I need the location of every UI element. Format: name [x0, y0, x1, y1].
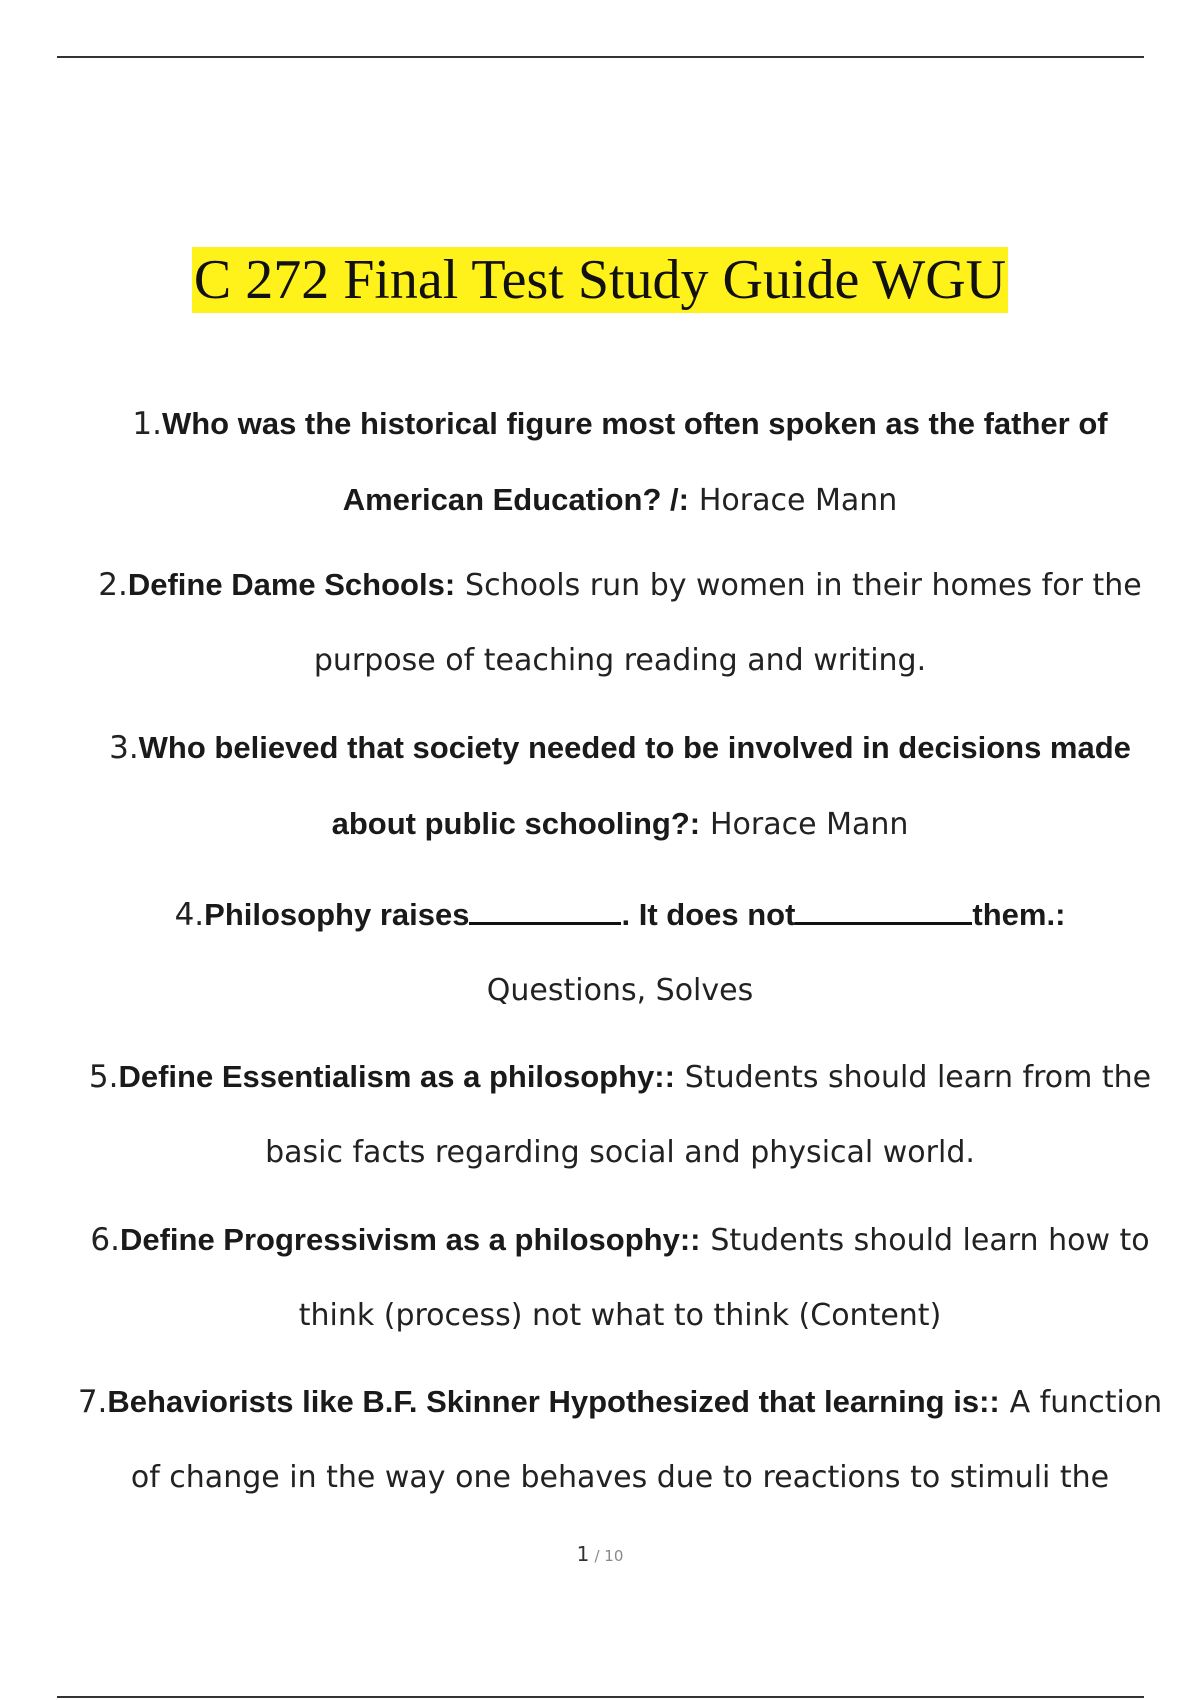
item-number: 5.: [88, 1059, 119, 1095]
qa-item-5-line-1: [40, 1039, 1200, 1115]
answer-text: Horace Mann: [709, 807, 909, 842]
qa-item-6-line-2: [40, 1278, 1200, 1353]
item-number: 6.: [90, 1222, 120, 1258]
top-rule: [57, 56, 1144, 58]
question-text: Define Progressivism as a philosophy::: [119, 1222, 701, 1257]
qa-item-2-line-1: [40, 547, 1200, 623]
question-text: Who was the historical figure most often spoken as the father of: [161, 406, 1108, 441]
qa-item-2-line-2: [40, 623, 1200, 698]
fill-in-blank: [795, 894, 972, 925]
qa-item-7: [40, 1364, 1200, 1515]
qa-item-1-line-1: [40, 386, 1200, 462]
item-number: 3.: [109, 730, 139, 766]
page-total: / 10: [594, 1547, 624, 1565]
answer-text: purpose of teaching reading and writing.: [313, 643, 927, 678]
answer-text: think (process) not what to think (Content): [298, 1298, 942, 1333]
answer-text: basic facts regarding social and physical world.: [265, 1135, 975, 1170]
answer-text: Questions, Solves: [486, 973, 754, 1008]
qa-item-3: [40, 710, 1200, 862]
item-number: 2.: [98, 567, 128, 603]
question-text: American Education? /:: [342, 482, 689, 517]
qa-item-1-line-2: [40, 462, 1200, 538]
qa-item-5: [40, 1039, 1200, 1190]
qa-item-1: [40, 386, 1200, 538]
qa-item-6: [40, 1202, 1200, 1353]
page-current: 1: [576, 1542, 590, 1566]
qa-item-2: [40, 547, 1200, 698]
title-container: [0, 247, 1200, 313]
bottom-rule: [57, 1696, 1144, 1698]
page-number: [0, 1542, 1200, 1566]
question-text: . It does not: [621, 897, 796, 932]
answer-text: Students should learn how to: [710, 1223, 1150, 1258]
qa-item-7-line-2: [40, 1440, 1200, 1515]
fill-in-blank: [469, 894, 621, 925]
item-number: 1.: [132, 406, 162, 442]
qa-item-3-line-1: [40, 710, 1200, 786]
item-number: 4.: [174, 897, 205, 933]
qa-item-4-line-1: [40, 877, 1200, 953]
qa-item-4-line-2: [40, 953, 1200, 1028]
question-text: about public schooling?:: [331, 806, 701, 841]
item-number: 7.: [77, 1384, 108, 1420]
question-text: Who believed that society needed to be involved in decisions made: [138, 730, 1131, 765]
question-text: Define Dame Schools:: [127, 567, 456, 602]
question-text: Define Essentialism as a philosophy::: [118, 1059, 675, 1094]
document-title: C 272 Final Test Study Guide WGU: [193, 249, 1007, 311]
qa-item-4: [40, 877, 1200, 1028]
qa-item-3-line-2: [40, 786, 1200, 862]
question-text: them.:: [972, 897, 1066, 932]
answer-text: Schools run by women in their homes for the: [465, 568, 1142, 603]
answer-text: A function: [1009, 1385, 1163, 1420]
question-text: Behaviorists like B.F. Skinner Hypothesized that learning is::: [107, 1384, 1000, 1419]
answer-text: Horace Mann: [698, 483, 898, 518]
answer-text: of change in the way one behaves due to reactions to stimuli the: [130, 1460, 1110, 1495]
question-text: Philosophy raises: [204, 897, 470, 932]
answer-text: Students should learn from the: [684, 1060, 1152, 1095]
qa-item-6-line-1: [40, 1202, 1200, 1278]
qa-item-7-line-1: [40, 1364, 1200, 1440]
qa-item-5-line-2: [40, 1115, 1200, 1190]
